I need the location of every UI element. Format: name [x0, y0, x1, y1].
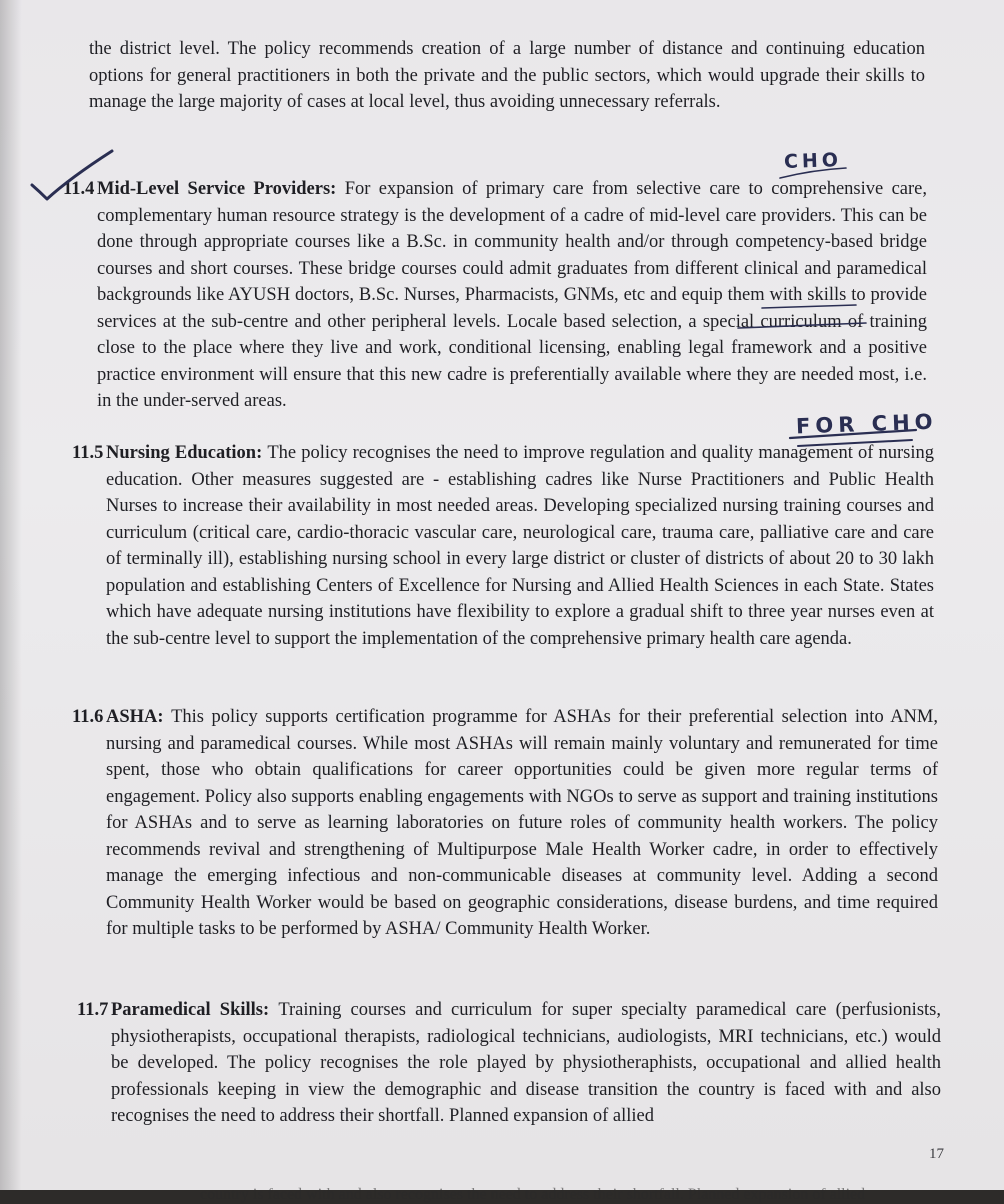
section-title: ASHA:	[106, 707, 172, 727]
page-number: 17	[929, 1146, 944, 1162]
page-edge-shadow	[0, 0, 22, 1190]
section-body: This policy supports certification programme for ASHAs for their preferential selection into ANM, nursing and paramedical courses. While most ASHAs will remain mainly voluntary and remunerated for time spent, those who obtain qualifications for career opportunities could be given more regular terms of engagement. Policy also supports enabling engagements with NGOs to serve as support and training institutions for ASHAs and to serve as learning laboratories on future roles of community health workers. The policy recommends revival and strengthening of Multipurpose Male Health Worker cadre, in order to effectively manage the emerging infectious and non-communicable diseases at community level. Adding a second Community Health Worker would be based on geographic considerations, disease burdens, and time required for multiple tasks to be performed by ASHA/ Community Health Worker.	[106, 707, 938, 939]
section-title: Mid-Level Service Providers:	[97, 179, 345, 199]
section-number: 11.7	[77, 1000, 109, 1020]
section-number: 11.4	[63, 179, 95, 199]
section-11-6	[72, 704, 938, 943]
section-title: Nursing Education:	[106, 443, 268, 463]
bleed-through-text: country is faced with and also recognises the need to address their shortfall. Planned expansion of allied	[200, 1186, 866, 1203]
handwritten-note-for-cho: FOR CHO	[795, 409, 938, 439]
handwritten-note-cho: CHO	[783, 148, 843, 174]
section-number: 11.6	[72, 707, 104, 727]
section-number: 11.5	[72, 443, 104, 463]
intro-paragraph: the district level. The policy recommends creation of a large number of distance and continuing education options for general practitioners in both the private and the public sectors, which would upgrade their skills to manage the large majority of cases at local level, thus avoiding unnecessary referrals.	[89, 39, 925, 112]
section-11-5	[72, 440, 935, 652]
section-title: Paramedical Skills:	[111, 1000, 279, 1020]
section-body: Training courses and curriculum for super specialty paramedical care (perfusionists, physiotherapists, occupational therapists, radiological technicians, audiologists, MRI technicians, etc.) would be developed. The policy recognises the role played by physiotheraphists, occupational and allied health professionals keeping in view the demographic and disease transition the country is faced with and also recognises the need to address their shortfall. Planned expansion of allied	[111, 1000, 941, 1126]
section-body: The policy recognises the need to improve regulation and quality management of nursing education. Other measures suggested are - establishing cadres like Nurse Practitioners and Public Health Nurses to increase their availability in most needed areas. Developing specialized nursing training courses and curriculum (critical care, cardio-thoracic vascular care, neurological care, trauma care, palliative care and care of terminally ill), establishing nursing school in every large district or cluster of districts of about 20 to 30 lakh population and establishing Centers of Excellence for Nursing and Allied Health Sciences in each State. States which have adequate nursing institutions have flexibility to explore a gradual shift to three year nurses even at the sub-centre level to support the implementation of the comprehensive primary health care agenda.	[106, 443, 935, 649]
section-11-4	[63, 176, 927, 415]
section-body: For expansion of primary care from selective care to comprehensive care, complementary human resource strategy is the development of a cadre of mid-level care providers. This can be done through appropriate courses like a B.Sc. in community health and/or through competency-based bridge courses and short courses. These bridge courses could admit graduates from different clinical and paramedical backgrounds like AYUSH doctors, B.Sc. Nurses, Pharmacists, GNMs, etc and equip them with skills to provide services at the sub-centre and other peripheral levels. Locale based selection, a special curriculum of training close to the place where they live and work, conditional licensing, enabling legal framework and a positive practice environment will ensure that this new cadre is preferentially available where they are needed most, i.e. in the under-served areas.	[97, 179, 927, 411]
section-11-7	[77, 997, 941, 1130]
